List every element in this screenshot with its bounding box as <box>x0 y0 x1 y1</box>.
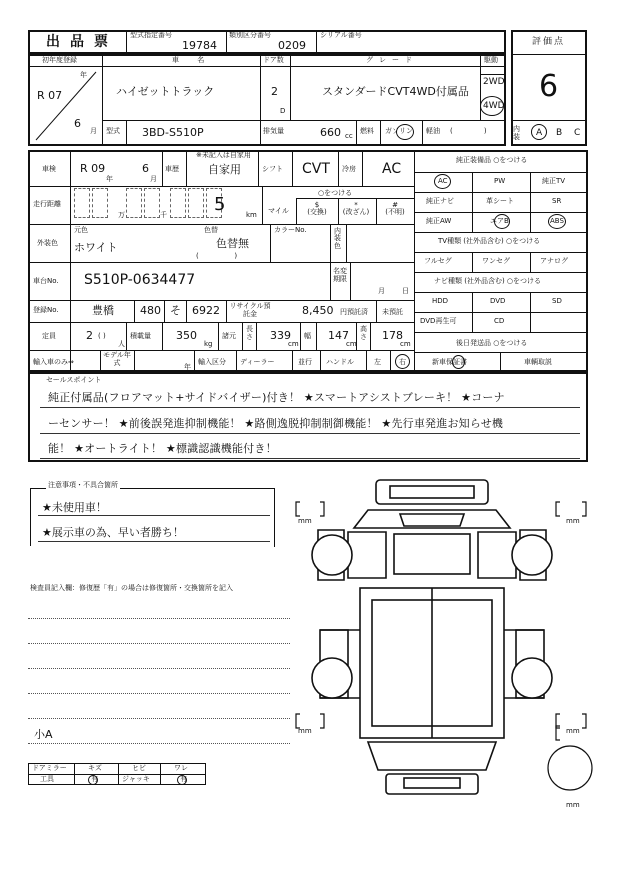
year-unit: 年 <box>80 71 87 79</box>
exterior-color-label: 外装色 <box>37 239 58 247</box>
tv-fullseg: フルセグ <box>424 257 452 265</box>
interior-grade-label: 内装 <box>513 125 520 141</box>
reg-label: 登録No. <box>33 306 59 314</box>
handle-left: 左 <box>374 358 381 366</box>
cooler-label: 冷房 <box>342 165 356 173</box>
height-value: 178 <box>382 329 403 342</box>
door-count: 2 <box>271 85 278 98</box>
mileage-label: 走行距離 <box>33 200 61 208</box>
tv-analog: アナログ <box>540 257 568 265</box>
recycle-unpaid: 未預託 <box>382 308 403 316</box>
import-dealer: ディーラー <box>240 358 275 366</box>
car-name: ハイゼットトラック <box>116 85 215 98</box>
displacement: 660 <box>320 126 341 139</box>
recycle-label: リサイクル預託金 <box>229 302 271 318</box>
equip-navi: 純正ナビ <box>426 197 454 205</box>
handle-label: ハンドル <box>326 358 354 366</box>
width-cm: cm <box>346 340 357 348</box>
equip-genuine-label: 純正装備品 ○をつける <box>456 156 528 164</box>
fuel-gasoline-circle <box>396 124 414 140</box>
tire-mm-rear-left: mm <box>298 727 312 735</box>
handle-right-circle <box>395 354 410 369</box>
fuel-label: 燃料 <box>360 127 374 135</box>
first-reg-year: R 07 <box>37 89 63 102</box>
exchanged-option: $ (交換) <box>307 201 327 216</box>
reg-number: 6922 <box>192 304 220 317</box>
later-shipment-label: 後日発送品 ○をつける <box>456 339 528 347</box>
model-label: 型式 <box>106 127 120 135</box>
score-label: 評価点 <box>532 37 566 47</box>
shaken-year-unit: 年 <box>106 175 113 183</box>
shaken-year: R 09 <box>80 162 106 175</box>
import-label: 輸入車のみ⇒ <box>33 358 74 366</box>
altered-option: * (改ざん) <box>342 201 370 216</box>
color-orig-label: 元色 <box>74 226 88 234</box>
warranty-circle <box>452 355 465 369</box>
legend-ware: ワレ <box>174 764 188 772</box>
width-value: 147 <box>328 329 349 342</box>
tire-mm-front-left: mm <box>298 517 312 525</box>
shift-value: CVT <box>302 161 330 177</box>
capacity-person: 人 <box>118 340 125 348</box>
serial-label: シリアル番号 <box>320 31 362 39</box>
navi-dvd: DVD <box>490 297 506 305</box>
equip-aw: 純正AW <box>426 217 452 225</box>
navi-hdd: HDD <box>432 297 449 305</box>
reg-kana: そ <box>170 304 181 317</box>
notes-line-1: ★未使用車！ <box>42 501 107 514</box>
mileage-digit-cells <box>74 188 260 218</box>
displacement-label: 排気量 <box>263 127 284 135</box>
mileage-man: 万 <box>118 211 125 219</box>
load-value: 350 <box>176 329 197 342</box>
interior-grade-a: A <box>536 128 543 138</box>
history-value: 自家用 <box>208 163 241 176</box>
equip-airbag-circle <box>494 214 510 229</box>
first-reg-month: 6 <box>74 117 81 130</box>
equip-abs-circle <box>548 214 566 229</box>
color-no-label: カラーNo. <box>274 226 307 234</box>
mileage-km: km <box>246 211 257 219</box>
inspector-mark: 小A <box>34 728 53 741</box>
shift-label: シフト <box>262 165 283 173</box>
legend-door-mirror: ドアミラー <box>32 764 67 772</box>
class-num-label: 類別区分番号 <box>229 31 271 39</box>
capacity-label: 定員 <box>42 332 56 340</box>
tire-mm-front-right: mm <box>566 517 580 525</box>
drive-4wd: 4WD <box>483 101 505 111</box>
notes-line-2: ★展示車の為、早い者勝ち！ <box>42 526 184 539</box>
equip-pw: PW <box>494 177 506 185</box>
equip-ac-circle <box>434 174 451 189</box>
legend-hibi: ヒビ <box>132 764 146 772</box>
reg-city: 豊橋 <box>92 304 114 317</box>
model-code: 3BD-S510P <box>142 126 204 139</box>
drive-2wd: 2WD <box>483 77 505 87</box>
legend-tools-yes-circle <box>88 775 98 785</box>
color-change-paren: ( ) <box>196 252 238 260</box>
load-kg: kg <box>204 340 213 348</box>
door-label: ドア数 <box>263 56 284 64</box>
legend-jack-yes: 有 <box>180 775 187 783</box>
import-class-label: 輸入区分 <box>198 358 226 366</box>
mile-option: マイル <box>268 207 289 215</box>
mileage-sen: 千 <box>160 211 167 219</box>
interior-color-label: 内装色 <box>334 227 341 250</box>
dims-label: 諸元 <box>222 332 236 340</box>
interior-grade-a-circle <box>531 124 547 140</box>
grade-label: グレード <box>366 56 418 64</box>
equip-tv: 純正TV <box>542 177 566 185</box>
month-unit: 月 <box>90 127 97 135</box>
new-car-warranty: 新車保証書 <box>432 358 467 366</box>
model-year-label: モデル年式 <box>103 351 131 367</box>
equip-airbag: エアB <box>490 217 509 225</box>
capacity-paren: ( ) <box>98 332 106 340</box>
fuel-gasoline: ガソリン <box>385 127 413 135</box>
handle-right: 右 <box>399 358 406 366</box>
legend-kizu: キズ <box>88 764 102 772</box>
legend-jack: ジャッキ <box>122 775 150 783</box>
notes-label: 注意事項・不具合箇所 <box>48 481 118 489</box>
form-title: 出品票 <box>46 34 118 50</box>
chassis-number: S510P-0634477 <box>84 272 196 288</box>
name-change-day: 日 <box>402 287 409 295</box>
door-d: D <box>280 107 286 115</box>
interior-grade-b: B <box>556 128 563 138</box>
chassis-label: 車台No. <box>33 277 59 285</box>
equip-sr: SR <box>552 197 562 205</box>
shaken-month: 6 <box>142 162 149 175</box>
tv-type-label: TV種類 (社外品含む) ○をつける <box>438 237 541 245</box>
navi-cd: CD <box>494 317 505 325</box>
width-label: 幅 <box>304 332 311 340</box>
shaken-month-unit: 月 <box>150 175 157 183</box>
name-change-month: 月 <box>378 287 385 295</box>
legend-jack-yes-circle <box>177 775 187 785</box>
grade-value: スタンダードCVT4WD付属品 <box>322 85 469 98</box>
equip-ac: AC <box>438 177 448 185</box>
import-parallel: 並行 <box>298 358 312 366</box>
tv-oneseg: ワンセグ <box>482 257 510 265</box>
drive-label: 駆動 <box>484 56 498 64</box>
history-note: ※未記入は自家用 <box>196 151 251 159</box>
history-label: 車歴 <box>165 165 179 173</box>
sales-point-line-1: 純正付属品(フロアマット+サイドバイザー)付き！ ★スマートアシストブレーキ！ ★コーナ <box>48 391 505 404</box>
length-label: 長さ <box>246 325 253 341</box>
navi-sd: SD <box>552 297 562 305</box>
type-num-label: 型式指定番号 <box>130 31 172 39</box>
height-cm: cm <box>400 340 411 348</box>
length-cm: cm <box>288 340 299 348</box>
tire-mm-spare: mm <box>566 801 580 809</box>
shaken-label: 車検 <box>42 165 56 173</box>
legend-tools: 工具 <box>40 775 54 783</box>
mileage-mark-note: ○をつける <box>318 189 353 197</box>
equip-abs: ABS <box>550 217 564 225</box>
type-num: 19784 <box>182 39 217 52</box>
exterior-color: ホワイト <box>74 241 118 254</box>
fuel-diesel: 軽油 <box>426 127 440 135</box>
tire-mm-rear-right: mm <box>566 727 580 735</box>
equip-leather: 革シート <box>486 197 514 205</box>
legend-tools-yes: 有 <box>91 775 98 783</box>
unknown-option: # (不明) <box>385 201 405 216</box>
reg-class-num: 480 <box>140 304 161 317</box>
first-reg-label: 初年度登録 <box>42 56 77 64</box>
color-change-label: 色替 <box>204 226 218 234</box>
navi-type-label: ナビ種類 (社外品含む) ○をつける <box>434 277 542 285</box>
height-label: 高さ <box>360 325 367 341</box>
class-num: 0209 <box>278 39 306 52</box>
cooler-value: AC <box>382 161 402 177</box>
model-year-unit: 年 <box>184 363 191 371</box>
drive-4wd-circle <box>480 96 504 116</box>
recycle-unit: 円預託済 <box>340 308 368 316</box>
inspector-label: 検査員記入欄：修復歴「有」の場合は修復箇所・交換箇所を記入 <box>30 584 233 592</box>
diesel-paren: ( ) <box>450 127 487 135</box>
length-value: 339 <box>270 329 291 342</box>
capacity: 2 <box>86 329 93 342</box>
name-change-label: 名変期限 <box>333 267 347 283</box>
sales-point-line-3: 能！ ★オートライト！ ★標識認識機能付き！ <box>48 442 277 455</box>
car-name-label: 車 名 <box>172 56 213 64</box>
dvd-play-label: DVD再生可 <box>420 317 457 325</box>
cc-unit: cc <box>345 132 353 140</box>
interior-grade-c: C <box>574 128 581 138</box>
score-value: 6 <box>539 69 559 104</box>
vehicle-manual: 車輌取説 <box>524 358 552 366</box>
load-label: 積載量 <box>130 332 151 340</box>
sales-point-line-2: ーセンサー！ ★前後誤発進抑制機能！ ★路側逸脱抑制制御機能！ ★先行車発進お知らせ機 <box>48 417 504 430</box>
color-change-value: 色替無 <box>216 237 249 250</box>
recycle-amount: 8,450 <box>302 304 334 317</box>
mileage-value: 5 <box>214 194 226 215</box>
sales-point-label: セールスポイント <box>46 376 102 384</box>
